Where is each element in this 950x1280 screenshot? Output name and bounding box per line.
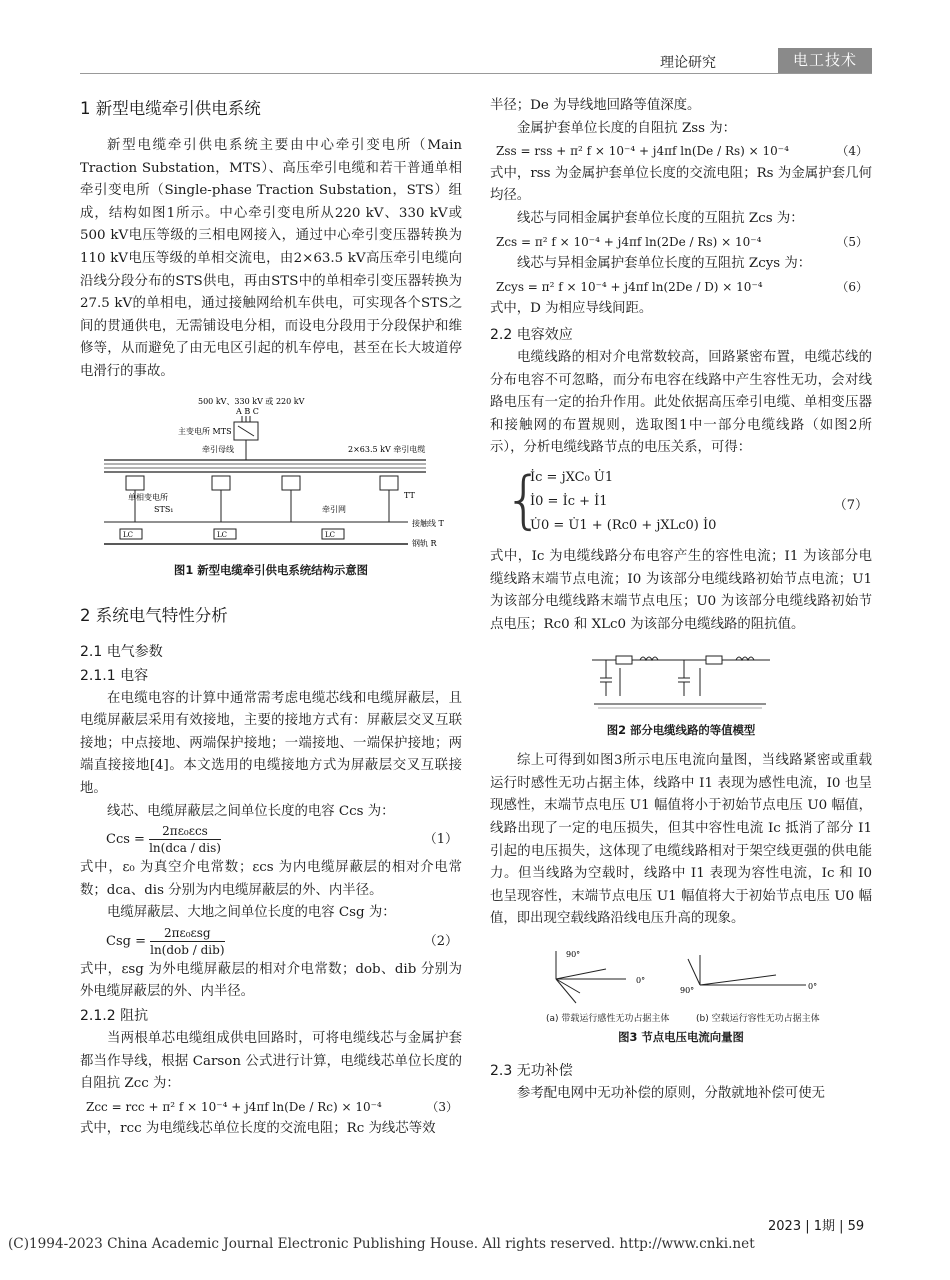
eq2-explanation: 式中，εsg 为外电缆屏蔽层的相对介电常数；dob、dib 分别为外电缆屏蔽层的外、内半径。 — [80, 961, 462, 1000]
fig1-wire-label: 接触线 T — [412, 518, 444, 528]
eq7-brace: { — [504, 462, 544, 536]
left-column — [80, 95, 462, 1141]
eq7-number: （7） — [833, 497, 868, 513]
de-explanation: 半径；De 为导线地回路等值深度。 — [490, 98, 701, 113]
eq2-denominator: ln(dob / dib) — [150, 942, 225, 957]
eq4-body: Zss = rss + π² f × 10⁻⁴ + j4πf ln(De / Rs) × 10⁻⁴ — [496, 144, 789, 159]
figure-1-diagram — [86, 392, 456, 560]
section-2-1-1-heading: 2.1.1 电容 — [80, 667, 149, 684]
fig1-voltage-label: 500 kV、330 kV 或 220 kV — [198, 396, 305, 406]
eq1-lhs: Ccs = — [106, 832, 145, 848]
section-2-heading: 2 系统电气特性分析 — [80, 605, 228, 625]
section-1-heading: 1 新型电缆牵引供电系统 — [80, 99, 261, 118]
fig1-tt-label: TT — [404, 490, 415, 500]
section-2-1-2-heading: 2.1.2 阻抗 — [80, 1008, 149, 1025]
fig1-sts-label: 单相变电所 — [128, 492, 168, 502]
eq4-explanation: 式中，rss 为金属护套单位长度的交流电阻；Rs 为金属护套几何均径。 — [490, 165, 872, 204]
figure-2-caption: 图2 部分电缆线路的等值模型 — [606, 723, 756, 738]
figure-1 — [86, 392, 456, 560]
impedance-paragraph: 当两根单芯电缆组成供电回路时，可将电缆线芯与金属护套都当作导线，根据 Carson 公式进行计算，电缆线芯单位长度的自阻抗 Zcc 为： — [80, 1031, 462, 1092]
zss-intro: 金属护套单位长度的自阻抗 Zss 为： — [517, 120, 737, 136]
section-1-paragraph: 新型电缆牵引供电系统主要由中心牵引变电所（Main Traction Substation，MTS）、高压牵引电缆和若干普通单相牵引变电所（Single-phase Traction Substation，STS）组成，结构如图1所示。中心牵引变电所从220 kV、330 kV或500 kV电压等级的三相电网接入，通过中心牵引变压器转换为110 kV电压等级的单相交流电，由2×63.5 kV高压牵引电缆向沿线分段分布的STS供电，再由STS中的单相牵引变压器转换为27.5 kV的单相电，通过接触网给机车供电，可实现各个STS之间的贯通供电，无需铺设电分相，而设电分段用于分段保护和维修等，从而避免了由无电区引起的机车停电，甚至在长大坡道停电滑行的事故。 — [80, 138, 462, 379]
eq6-number: （6） — [836, 279, 868, 294]
fig1-bus-label: 牵引母线 — [202, 444, 234, 454]
eq3-explanation: 式中，rcc 为电缆线芯单位长度的交流电阻；Rc 为线芯等效 — [80, 1121, 436, 1137]
eq4-number: （4） — [836, 144, 868, 159]
fig3a-zero: 0° — [636, 976, 646, 986]
eq7-line-3: U̇0 = U̇1 + (Rc0 + jXLc0) İ0 — [530, 517, 717, 533]
eq1-number: （1） — [423, 832, 458, 848]
fig3a-label: (a) 带载运行感性无功占据主体 — [546, 1014, 670, 1025]
header-rule — [80, 73, 872, 74]
eq2-number: （2） — [423, 933, 458, 949]
eq1-fraction — [149, 823, 221, 856]
reactive-compensation-paragraph: 参考配电网中无功补偿的原则，分散就地补偿可使无 — [517, 1086, 825, 1102]
fig1-rail-label: 钢轨 R — [412, 538, 437, 548]
copyright-notice: (C)1994-2023 China Academic Journal Electronic Publishing House. All rights reserved. http://www.cnki.net — [8, 1236, 755, 1252]
page-footer: 2023 | 1期 | 59 — [768, 1219, 865, 1234]
vector-analysis-paragraph: 综上可得到如图3所示电压电流向量图，当线路紧密或重载运行时感性无功占据主体，线路中 I1 表现为感性电流，I0 也呈现感性，末端节点电压 U1 幅值将小于初始节点电压 U0 幅值，线路出现了一定的电压损失，但其中容性电流 Ic 抵消了部分 I1 引起的电压损失，这体现了电缆线路相对于架空线更强的供电能力。但当线路为空载时，线路中 I1 表现为容性电流，Ic 和 I0 也呈现容性，末端节点电压 U1 幅值将大于初始节点电压 U0 幅值，即出现空载线路沿线电压升高的现象。 — [490, 753, 872, 927]
zcs-intro: 线芯与同相金属护套单位长度的互阻抗 Zcs 为： — [517, 210, 804, 226]
eq7-line-1: İc = jXC₀ U̇1 — [530, 469, 614, 485]
fig1-net-label: 牵引网 — [322, 504, 346, 514]
fig1-lc-1: LC — [123, 530, 134, 539]
figure-2 — [586, 648, 776, 718]
fig1-mts-label: 主变电所 MTS — [178, 426, 232, 436]
csg-intro: 电缆屏蔽层、大地之间单位长度的电容 Csg 为： — [107, 905, 396, 921]
eq5-body: Zcs = π² f × 10⁻⁴ + j4πf ln(2De / Rs) × 10⁻⁴ — [496, 234, 762, 249]
eq2-numerator: 2πε₀εsg — [150, 925, 224, 942]
figure-3-caption: 图3 节点电压电流向量图 — [618, 1030, 744, 1045]
fig1-sts-sub-label: STS₁ — [154, 504, 174, 514]
eq1-denominator: ln(dca / dis) — [149, 841, 221, 856]
equation-4 — [490, 140, 872, 163]
fig3b-zero: 0° — [808, 982, 818, 992]
figure-1-caption: 图1 新型电缆牵引供电系统结构示意图 — [173, 562, 369, 577]
equation-1 — [80, 823, 462, 857]
fig1-abc-label: A B C — [236, 406, 259, 416]
header-section: 理论研究 — [660, 55, 716, 71]
equation-3 — [80, 1096, 462, 1119]
figure-2-circuit — [586, 648, 776, 718]
eq3-body: Zcc = rcc + π² f × 10⁻⁴ + j4πf ln(De / Rc) × 10⁻⁴ — [86, 1099, 382, 1114]
figure-3-sublabels — [490, 1011, 872, 1027]
section-2-2-heading: 2.2 电容效应 — [490, 326, 573, 343]
header-journal-badge: 电工技术 — [778, 48, 872, 73]
fig1-lc-2: LC — [217, 530, 228, 539]
eq7-explanation: 式中，Ic 为电缆线路分布电容产生的容性电流；I1 为该部分电缆线路末端节点电流；I0 为该部分电缆线路初始节点电流；U1 为该部分电缆线路末端节点电压；U0 为该部分电缆线路初始节点电压；Rc0 和 XLc0 为该部分电缆线路的阻抗值。 — [490, 548, 872, 632]
equation-7 — [490, 462, 872, 544]
eq5-number: （5） — [836, 234, 868, 249]
equation-2 — [80, 925, 462, 959]
right-column — [490, 95, 872, 1106]
fig1-lc-3: LC — [325, 530, 336, 539]
figure-3-phasors — [536, 945, 826, 1011]
fig1-cable-label: 2×63.5 kV 牵引电缆 — [348, 444, 426, 454]
figure-3 — [536, 945, 826, 1011]
eq6-body: Zcys = π² f × 10⁻⁴ + j4πf ln(2De / D) × 10⁻⁴ — [496, 279, 763, 294]
eq2-fraction — [150, 925, 224, 958]
fig3a-angle: 90° — [566, 950, 581, 960]
eq1-numerator: 2πε₀εcs — [149, 823, 221, 840]
capacitance-paragraph: 在电缆电容的计算中通常需考虑电缆芯线和电缆屏蔽层，且电缆屏蔽层采用有效接地，主要的接地方式有：屏蔽层交叉互联接地；中点接地、两端保护接地；一端接地、一端保护接地；两端直接接地[4]。本文选用的电缆接地方式为屏蔽层交叉互联接地。 — [80, 690, 462, 796]
fig3b-label: (b) 空载运行容性无功占据主体 — [696, 1014, 820, 1025]
eq7-line-2: İ0 = İc + İ1 — [530, 493, 608, 509]
fig3b-angle: 90° — [680, 986, 695, 996]
capacitance-effect-paragraph: 电缆线路的相对介电常数较高，回路紧密布置，电缆芯线的分布电容不可忽略，而分布电容在线路中产生容性无功，会对线路电压有一定的抬升作用。此处依据高压牵引电缆、单相变压器和接触网的布置规则，选取图1中一部分电缆线路（如图2所示），分析电缆线路节点的电压关系，可得： — [490, 349, 872, 456]
ccs-intro: 线芯、电缆屏蔽层之间单位长度的电容 Ccs 为： — [107, 803, 395, 819]
eq1-explanation: 式中，ε₀ 为真空介电常数；εcs 为内电缆屏蔽层的相对介电常数；dca、dis 分别为内电缆屏蔽层的外、内半径。 — [80, 860, 462, 898]
equation-6 — [490, 276, 872, 299]
section-2-3-heading: 2.3 无功补偿 — [490, 1063, 573, 1080]
equation-5 — [490, 231, 872, 254]
eq6-explanation: 式中，D 为相应导线间距。 — [490, 301, 653, 317]
zcys-intro: 线芯与异相金属护套单位长度的互阻抗 Zcys 为： — [517, 256, 812, 272]
eq2-lhs: Csg = — [106, 933, 146, 949]
section-2-1-heading: 2.1 电气参数 — [80, 643, 163, 660]
eq3-number: （3） — [426, 1099, 458, 1114]
